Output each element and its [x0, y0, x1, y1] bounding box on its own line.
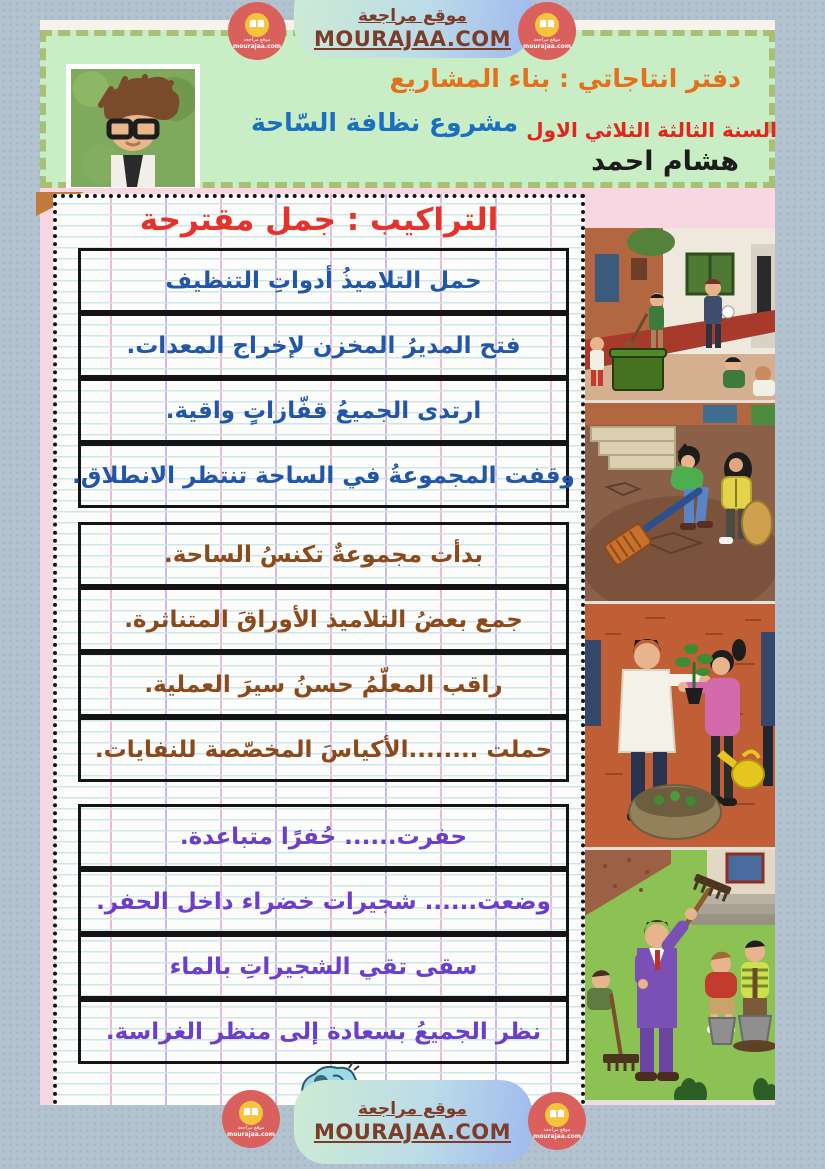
sentence-text: وقفت المجموعةُ في الساحة تنتظر الانطلاق. [72, 462, 575, 489]
sentence-row [78, 934, 569, 999]
illustration-sweeping [585, 403, 775, 604]
sentence-text: حمل التلاميذُ أدواتِ التنظيف [165, 267, 482, 294]
logo-site-domain: mourajaa.com [532, 1132, 582, 1140]
sentence-row [78, 522, 569, 587]
sentence-text: سقى تقي الشجيراتِ بالماء [169, 953, 478, 980]
sentence-group-planting [78, 804, 569, 1064]
student-name: هشام احمد [591, 146, 739, 177]
sentence-row [78, 587, 569, 652]
site-logo-top-right [518, 2, 576, 60]
sentence-row [78, 804, 569, 869]
illustration-seedling-handover [585, 604, 775, 850]
logo-site-domain: mourajaa.com [522, 42, 572, 50]
sentence-text: حملت ........الأكياسَ المخصّصة للنفايات. [94, 736, 553, 763]
sentence-row [78, 999, 569, 1064]
site-badge-top[interactable] [294, 0, 532, 58]
sentence-row [78, 717, 569, 782]
sentence-row [78, 378, 569, 443]
sentence-row [78, 869, 569, 934]
document-page [40, 20, 775, 1105]
site-logo-bottom-right [528, 1092, 586, 1150]
site-domain-link[interactable]: MOURAJAA.COM [313, 1120, 512, 1145]
lined-paper [53, 194, 585, 1105]
book-icon [535, 13, 559, 37]
site-badge-bottom[interactable] [294, 1080, 532, 1164]
notebook-title: دفتر انتاجاتي : بناء المشاريع [389, 64, 741, 93]
boy-avatar-image [71, 69, 195, 187]
site-logo-bottom-left [222, 1090, 280, 1148]
book-icon [545, 1103, 569, 1127]
sentence-text: بدأت مجموعةٌ تكنسُ الساحة. [164, 541, 483, 568]
sentence-row [78, 313, 569, 378]
logo-site-domain: mourajaa.com [232, 42, 282, 50]
site-name-link[interactable]: موقع مراجعة [358, 1098, 467, 1119]
illustration-column [585, 228, 775, 1103]
book-icon [239, 1101, 263, 1125]
sentence-row [72, 443, 575, 508]
main-section [40, 188, 775, 1105]
sentence-row [78, 652, 569, 717]
sentence-text: وضعت...... شجيرات خضراء داخل الحفر. [96, 888, 551, 915]
sentence-text: فتح المديرُ المخزن لإخراج المعدات. [126, 332, 521, 359]
logo-site-name: موقع مراجعة [237, 1124, 265, 1131]
sentence-text: جمع بعضُ التلاميذ الأوراقَ المتناثرة. [124, 606, 523, 633]
illustration-planting-supervision [585, 850, 775, 1103]
site-name-link[interactable]: موقع مراجعة [358, 5, 467, 26]
site-logo-top-left [228, 2, 286, 60]
student-photo [66, 64, 200, 192]
logo-site-name: موقع مراجعة [243, 36, 271, 43]
sentence-text: راقب المعلّمُ حسنُ سيرَ العملية. [144, 671, 503, 698]
sentence-group-cleaning [78, 522, 569, 782]
sentence-text: ارتدى الجميعُ قفّازاتٍ واقية. [165, 397, 482, 424]
project-title: مشروع نظافة السّاحة [251, 108, 519, 137]
sentence-row [78, 248, 569, 313]
site-domain-link[interactable]: MOURAJAA.COM [313, 26, 512, 51]
logo-site-name: موقع مراجعة [533, 36, 561, 43]
sentence-text: نظر الجميعُ بسعادة إلى منظر الغراسة. [105, 1018, 542, 1045]
logo-site-domain: mourajaa.com [226, 1130, 276, 1138]
sentence-group-preparation [72, 248, 575, 508]
logo-site-name: موقع مراجعة [543, 1126, 571, 1133]
term-label: السنة الثالثة الثلاثي الاول [526, 118, 777, 142]
sentence-text: حفرت...... حُفرًا متباعدة. [179, 823, 468, 850]
illustration-yard-cleaning [585, 228, 775, 403]
section-title: التراكيب : جمل مقترحة [139, 202, 499, 238]
book-icon [245, 13, 269, 37]
